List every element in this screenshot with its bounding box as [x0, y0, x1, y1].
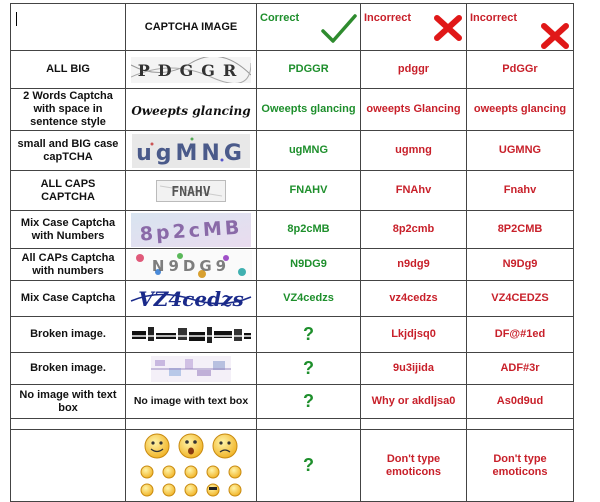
- table-row: [11, 211, 574, 249]
- header-correct-cell: [257, 4, 361, 51]
- smiley-icon: [145, 434, 169, 458]
- table-row: [11, 317, 574, 353]
- table-row: [11, 171, 574, 211]
- table-row: [11, 281, 574, 317]
- captcha-image-text: FNAHV: [171, 184, 211, 200]
- surprised-icon: [179, 434, 203, 458]
- header-incorrect-cell-2: [467, 4, 574, 51]
- incorrect-answer-1: oweepts Glancing: [361, 89, 467, 131]
- header-blank-cell: [11, 4, 126, 51]
- correct-answer: N9DG9: [257, 249, 361, 281]
- captcha-type: 2 Words Captcha with space in sentence style: [11, 89, 126, 131]
- captcha-type: Mix Case Captcha with Numbers: [11, 211, 126, 249]
- captcha-image-cell: [126, 249, 257, 281]
- captcha-image-text: N9DG9: [151, 256, 231, 275]
- correct-answer: Oweepts glancing: [257, 89, 361, 131]
- captcha-type: ALL BIG: [11, 51, 126, 89]
- captcha-image-cell: [126, 171, 257, 211]
- spacer-cell: [126, 419, 257, 430]
- table-row: [11, 89, 574, 131]
- header-incorrect-cell-1: [361, 4, 467, 51]
- table-row: [11, 385, 574, 419]
- correct-answer: ugMNG: [257, 131, 361, 171]
- incorrect-answer-2: UGMNG: [467, 131, 574, 171]
- spacer-cell: [467, 419, 574, 430]
- incorrect-answer-2: 8P2CMB: [467, 211, 574, 249]
- no-image-text: No image with text box: [126, 385, 257, 419]
- incorrect-answer-1: Why or akdljsa0: [361, 385, 467, 419]
- spacer-cell: [257, 419, 361, 430]
- correct-answer: VZ4cedzs: [257, 281, 361, 317]
- spacer-row: [11, 419, 574, 430]
- captcha-image-cell: [126, 51, 257, 89]
- correct-answer: FNAHV: [257, 171, 361, 211]
- checkmark-icon: [321, 14, 357, 44]
- header-correct: Correct: [260, 12, 300, 24]
- table-row: [11, 249, 574, 281]
- captcha-image: [131, 57, 251, 83]
- incorrect-answer-1: ugmng: [361, 131, 467, 171]
- correct-answer: ?: [257, 385, 361, 419]
- cross-icon: [540, 22, 570, 50]
- captcha-image: [129, 285, 253, 313]
- captcha-image-cell: [126, 317, 257, 353]
- captcha-type: Broken image.: [11, 353, 126, 385]
- captcha-type: Mix Case Captcha: [11, 281, 126, 317]
- captcha-image-text: 8p2cMB: [139, 215, 244, 246]
- incorrect-answer-2: PdGGr: [467, 51, 574, 89]
- correct-answer: 8p2cMB: [257, 211, 361, 249]
- table-row: [11, 131, 574, 171]
- broken-captcha-image: [151, 356, 231, 382]
- incorrect-answer-1: 8p2cmb: [361, 211, 467, 249]
- captcha-type: No image with text box: [11, 385, 126, 419]
- captcha-image-cell: [126, 131, 257, 171]
- table-row: [11, 430, 574, 502]
- incorrect-answer-1: FNAhv: [361, 171, 467, 211]
- correct-answer: ?: [257, 430, 361, 502]
- incorrect-answer-2: oweepts glancing: [467, 89, 574, 131]
- table-row: [11, 353, 574, 385]
- captcha-type: ALL CAPS CAPTCHA: [11, 171, 126, 211]
- spacer-cell: [11, 419, 126, 430]
- small-emoticons-row: [141, 466, 241, 496]
- captcha-image: [131, 213, 251, 247]
- incorrect-answer-1: 9u3ijida: [361, 353, 467, 385]
- incorrect-answer-2: Don't type emoticons: [467, 430, 574, 502]
- captcha-image: [130, 250, 252, 280]
- correct-answer: ?: [257, 317, 361, 353]
- captcha-image: [132, 134, 250, 168]
- captcha-type: Broken image.: [11, 317, 126, 353]
- captcha-image-cell: [126, 89, 257, 131]
- incorrect-answer-2: N9Dg9: [467, 249, 574, 281]
- incorrect-answer-2: ADF#3r: [467, 353, 574, 385]
- emoticons-image: [135, 432, 247, 500]
- frown-icon: [213, 434, 237, 458]
- text-cursor: [16, 12, 17, 26]
- incorrect-answer-1: vz4cedzs: [361, 281, 467, 317]
- captcha-table: [10, 3, 574, 502]
- incorrect-answer-2: VZ4CEDZS: [467, 281, 574, 317]
- incorrect-answer-1: pdggr: [361, 51, 467, 89]
- incorrect-answer-2: As0d9ud: [467, 385, 574, 419]
- captcha-type: [11, 430, 126, 502]
- correct-answer: PDGGR: [257, 51, 361, 89]
- correct-answer: ?: [257, 353, 361, 385]
- captcha-image-cell: [126, 211, 257, 249]
- table-row: [11, 51, 574, 89]
- incorrect-answer-2: DF@#1ed: [467, 317, 574, 353]
- captcha-image: [131, 98, 251, 122]
- header-incorrect-2: Incorrect: [470, 12, 518, 24]
- captcha-image-text: VZ4cedzs: [138, 286, 244, 311]
- broken-captcha-image: [130, 325, 252, 345]
- spacer-cell: [361, 419, 467, 430]
- emoticon-image-cell: [126, 430, 257, 502]
- captcha-image-text: ugMNG: [136, 140, 246, 166]
- captcha-image: [156, 180, 226, 202]
- incorrect-answer-1: Don't type emoticons: [361, 430, 467, 502]
- header-captcha-image: CAPTCHA IMAGE: [126, 4, 257, 51]
- incorrect-answer-2: Fnahv: [467, 171, 574, 211]
- cross-icon: [433, 14, 463, 42]
- captcha-image-text: PDGGR: [137, 60, 245, 80]
- captcha-type: small and BIG case capTCHA: [11, 131, 126, 171]
- header-incorrect-1: Incorrect: [364, 12, 412, 24]
- captcha-type: All CAPs Captcha with numbers: [11, 249, 126, 281]
- incorrect-answer-1: n9dg9: [361, 249, 467, 281]
- incorrect-answer-1: Lkjdjsq0: [361, 317, 467, 353]
- captcha-image-cell: [126, 281, 257, 317]
- captcha-image-text: Oweepts glancing: [131, 103, 251, 118]
- captcha-image-cell: [126, 353, 257, 385]
- header-row: [11, 4, 574, 51]
